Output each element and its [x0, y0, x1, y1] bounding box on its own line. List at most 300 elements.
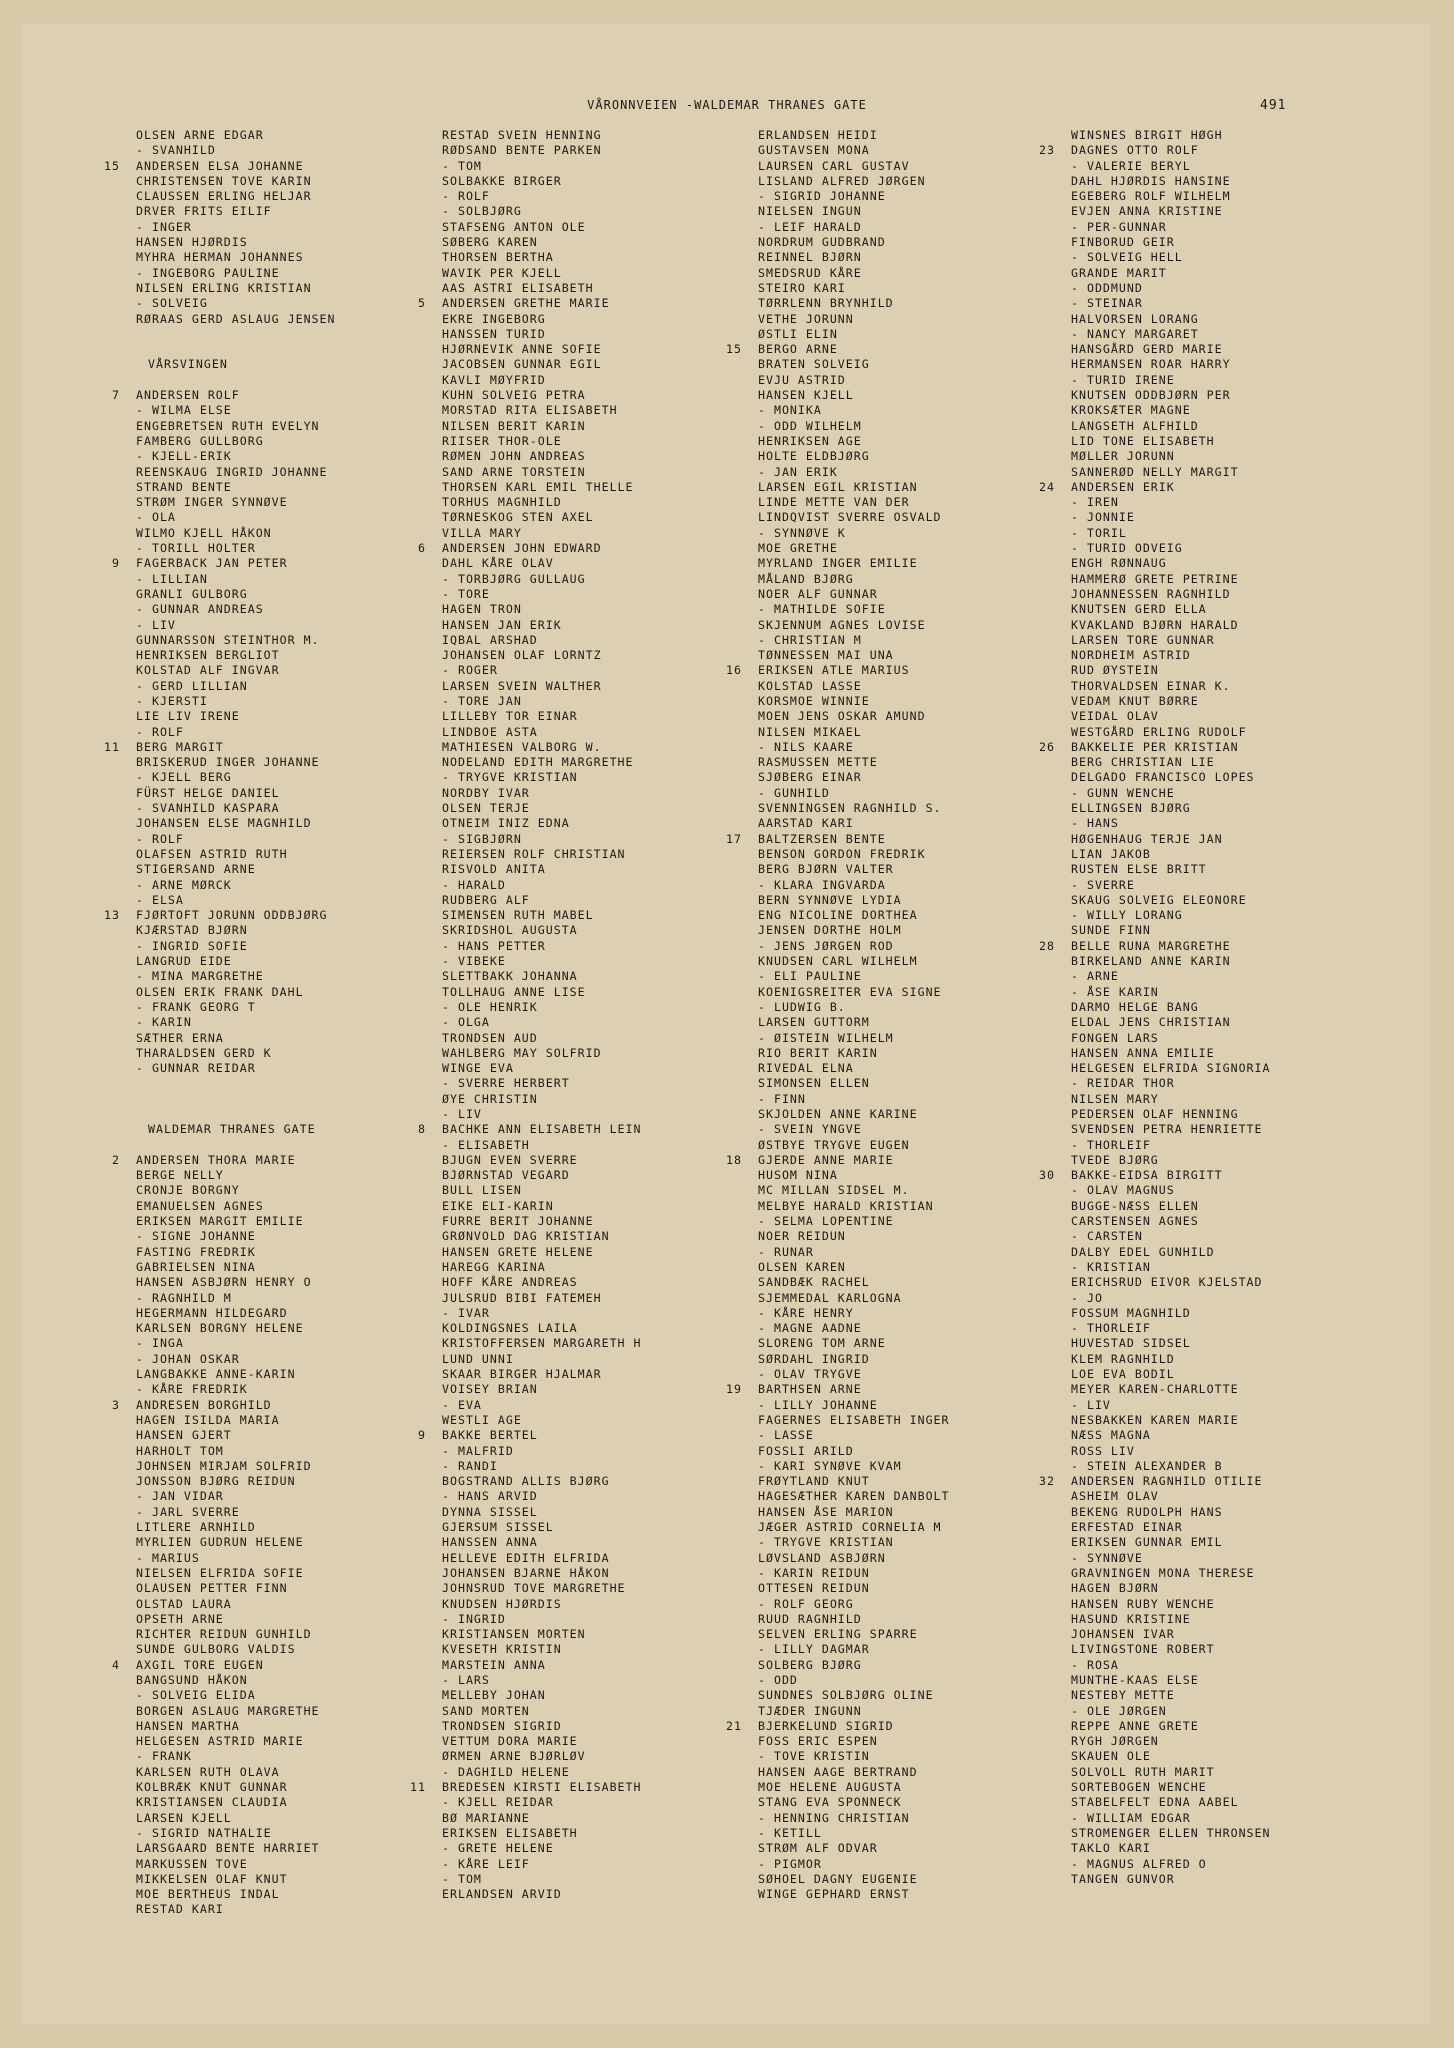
resident-name: SMEDSRUD KÅRE — [758, 265, 862, 280]
resident-entry — [758, 1826, 1098, 1841]
resident-entry — [112, 388, 476, 403]
resident-entry — [442, 862, 782, 877]
resident-name: DAGNES OTTO ROLF — [1071, 143, 1199, 158]
resident-entry — [136, 1688, 476, 1703]
resident-entry — [758, 1245, 1098, 1260]
resident-entry — [1071, 1719, 1411, 1734]
resident-name: BRISKERUD INGER JOHANNE — [136, 755, 320, 770]
resident-entry — [418, 296, 782, 311]
resident-entry — [1071, 1551, 1411, 1566]
resident-entry — [1071, 755, 1411, 770]
resident-entry — [136, 1015, 476, 1030]
resident-name: HANSEN MARTHA — [136, 1718, 240, 1733]
resident-entry — [442, 1092, 782, 1107]
resident-name: - KARI SYNØVE KVAM — [758, 1458, 902, 1473]
resident-name: - OLE HENRIK — [442, 999, 538, 1014]
resident-entry — [758, 1520, 1098, 1535]
resident-name: SUNDNES SOLBJØRG OLINE — [758, 1688, 934, 1703]
resident-name: RIVEDAL ELNA — [758, 1061, 854, 1076]
spacer — [136, 327, 476, 342]
resident-name: SAND MORTEN — [442, 1703, 530, 1718]
resident-name: - TURID ODVEIG — [1071, 541, 1183, 556]
resident-name: RESTAD KARI — [136, 1902, 224, 1917]
resident-entry — [758, 1229, 1098, 1244]
resident-name: BENSON GORDON FREDRIK — [758, 846, 926, 861]
resident-entry — [1071, 342, 1411, 357]
resident-name: KLEM RAGNHILD — [1071, 1351, 1175, 1366]
resident-name: - LILLIAN — [136, 571, 208, 586]
resident-entry — [1071, 1398, 1411, 1413]
resident-name: - ELISABETH — [442, 1137, 530, 1152]
resident-entry — [442, 1765, 782, 1780]
resident-name: FAGERNES ELISABETH INGER — [758, 1412, 950, 1427]
resident-entry — [758, 1015, 1098, 1030]
resident-name: LINDE METTE VAN DER — [758, 495, 910, 510]
resident-name: VETHE JORUNN — [758, 311, 854, 326]
resident-entry — [758, 434, 1098, 449]
resident-entry — [1071, 1061, 1411, 1076]
resident-name: TØRNESKOG STEN AXEL — [442, 510, 594, 525]
resident-entry — [1071, 1612, 1411, 1627]
resident-entry — [1071, 1413, 1411, 1428]
resident-entry — [1071, 1321, 1411, 1336]
resident-name: NORDRUM GUDBRAND — [758, 235, 886, 250]
resident-name: - SELMA LOPENTINE — [758, 1214, 894, 1229]
resident-name: SKRIDSHOL AUGUSTA — [442, 923, 578, 938]
resident-entry — [442, 969, 782, 984]
resident-name: - SYNNØVE — [1071, 1550, 1143, 1565]
resident-name: HJØRNEVIK ANNE SOFIE — [442, 342, 602, 357]
resident-entry — [758, 1352, 1098, 1367]
resident-name: JOHANSEN IVAR — [1071, 1627, 1175, 1642]
resident-name: BIRKELAND ANNE KARIN — [1071, 954, 1231, 969]
resident-name: ENG NICOLINE DORTHEA — [758, 908, 918, 923]
resident-name: - LILLY JOHANNE — [758, 1397, 878, 1412]
resident-name: - VIBEKE — [442, 954, 506, 969]
resident-entry — [442, 480, 782, 495]
resident-entry — [1071, 1734, 1411, 1749]
spacer — [136, 1107, 476, 1122]
resident-name: - THORLEIF — [1071, 1321, 1151, 1336]
house-number: 17 — [726, 831, 742, 846]
resident-name: TØRRLENN BRYNHILD — [758, 296, 894, 311]
resident-entry — [1071, 1749, 1411, 1764]
resident-name: ROSS LIV — [1071, 1443, 1135, 1458]
resident-entry — [758, 1183, 1098, 1198]
resident-name: WINGE EVA — [442, 1061, 514, 1076]
resident-entry — [442, 755, 782, 770]
resident-entry — [136, 1275, 476, 1290]
resident-entry — [442, 770, 782, 785]
resident-name: - LARS — [442, 1672, 490, 1687]
resident-entry — [136, 801, 476, 816]
resident-name: RIO BERIT KARIN — [758, 1045, 878, 1060]
resident-name: - JOHAN OSKAR — [136, 1351, 240, 1366]
resident-entry — [136, 1566, 476, 1581]
resident-name: - KLARA INGVARDA — [758, 877, 886, 892]
resident-entry — [1071, 388, 1411, 403]
resident-name: - OLA — [136, 510, 176, 525]
resident-entry — [758, 204, 1098, 219]
resident-entry — [1071, 1520, 1411, 1535]
resident-name: HOLTE ELDBJØRG — [758, 449, 870, 464]
resident-entry — [1071, 878, 1411, 893]
resident-entry — [136, 128, 476, 143]
resident-name: ANDERSEN JOHN EDWARD — [442, 541, 602, 556]
resident-entry — [442, 1535, 782, 1550]
resident-name: - KJELL REIDAR — [442, 1795, 554, 1810]
resident-entry — [758, 1749, 1098, 1764]
resident-name: - HANS PETTER — [442, 938, 546, 953]
resident-name: - TORILL HOLTER — [136, 541, 256, 556]
resident-entry — [136, 419, 476, 434]
resident-entry — [758, 220, 1098, 235]
resident-name: - ODDMUND — [1071, 280, 1143, 295]
resident-name: - MALFRID — [442, 1443, 514, 1458]
resident-name: NIELSEN INGUN — [758, 204, 862, 219]
resident-entry — [1071, 1826, 1411, 1841]
resident-name: RYGH JØRGEN — [1071, 1734, 1159, 1749]
resident-entry — [136, 1551, 476, 1566]
resident-name: - ROLF — [442, 189, 490, 204]
resident-entry — [442, 1000, 782, 1015]
resident-entry — [136, 1031, 476, 1046]
resident-entry — [442, 373, 782, 388]
resident-name: ANDERSEN ROLF — [136, 388, 240, 403]
resident-entry — [1071, 694, 1411, 709]
resident-entry — [442, 786, 782, 801]
resident-name: EMANUELSEN AGNES — [136, 1198, 264, 1213]
resident-name: HEGERMANN HILDEGARD — [136, 1305, 288, 1320]
resident-entry — [758, 1734, 1098, 1749]
resident-entry — [136, 1444, 476, 1459]
resident-name: TØNNESSEN MAI UNA — [758, 648, 894, 663]
resident-name: LARSEN EGIL KRISTIAN — [758, 479, 918, 494]
resident-name: STAFSENG ANTON OLE — [442, 219, 586, 234]
resident-name: GJERSUM SISSEL — [442, 1520, 554, 1535]
resident-entry — [442, 1168, 782, 1183]
resident-name: LINDBOE ASTA — [442, 724, 538, 739]
resident-name: MOE GRETHE — [758, 541, 838, 556]
resident-entry — [1071, 1046, 1411, 1061]
resident-name: LINDQVIST SVERRE OSVALD — [758, 510, 942, 525]
resident-name: - KJERSTI — [136, 693, 208, 708]
resident-name: - GUNNAR REIDAR — [136, 1061, 256, 1076]
resident-entry — [1071, 1138, 1411, 1153]
resident-name: KOLSTAD LASSE — [758, 678, 862, 693]
resident-entry — [758, 1765, 1098, 1780]
resident-name: NOER REIDUN — [758, 1229, 846, 1244]
resident-name: AARSTAD KARI — [758, 816, 854, 831]
resident-entry — [136, 1734, 476, 1749]
resident-entry — [758, 1857, 1098, 1872]
resident-name: WAHLBERG MAY SOLFRID — [442, 1045, 602, 1060]
resident-entry — [758, 1367, 1098, 1382]
resident-entry — [1071, 1214, 1411, 1229]
resident-entry — [758, 1795, 1098, 1810]
resident-name: BAKKE BERTEL — [442, 1428, 538, 1443]
resident-name: - KRISTIAN — [1071, 1259, 1151, 1274]
resident-entry — [442, 1627, 782, 1642]
resident-entry — [1071, 1780, 1411, 1795]
resident-name: - TOM — [442, 158, 482, 173]
resident-entry — [1071, 1459, 1411, 1474]
resident-entry — [136, 923, 476, 938]
resident-name: FOSSUM MAGNHILD — [1071, 1305, 1191, 1320]
resident-entry — [758, 1199, 1098, 1214]
resident-entry — [1039, 1168, 1411, 1183]
resident-entry — [1071, 1444, 1411, 1459]
resident-name: - MAGNUS ALFRED O — [1071, 1856, 1207, 1871]
resident-name: HANSEN ÅSE MARION — [758, 1504, 894, 1519]
resident-entry — [758, 419, 1098, 434]
resident-entry — [1039, 1474, 1411, 1489]
resident-entry — [136, 1811, 476, 1826]
resident-entry — [136, 770, 476, 785]
resident-entry — [1071, 419, 1411, 434]
resident-name: KNUDSEN HJØRDIS — [442, 1596, 562, 1611]
resident-name: JOHANSEN ELSE MAGNHILD — [136, 816, 312, 831]
resident-entry — [1071, 602, 1411, 617]
resident-name: NILSEN MARY — [1071, 1091, 1159, 1106]
resident-name: CARSTENSEN AGNES — [1071, 1214, 1199, 1229]
resident-entry — [1071, 1306, 1411, 1321]
resident-name: - ROLF — [136, 831, 184, 846]
resident-name: REINNEL BJØRN — [758, 250, 862, 265]
resident-entry — [758, 1688, 1098, 1703]
resident-name: - VALERIE BERYL — [1071, 158, 1191, 173]
resident-name: - INGA — [136, 1336, 184, 1351]
resident-name: DRVER FRITS EILIF — [136, 204, 272, 219]
resident-entry — [1071, 663, 1411, 678]
resident-entry — [136, 1229, 476, 1244]
resident-name: SIMENSEN RUTH MABEL — [442, 908, 594, 923]
resident-entry — [442, 908, 782, 923]
resident-name: VILLA MARY — [442, 525, 522, 540]
house-number: 11 — [104, 739, 120, 754]
resident-entry — [442, 1138, 782, 1153]
resident-entry — [442, 1688, 782, 1703]
resident-name: - INGRID — [442, 1611, 506, 1626]
resident-name: STROMENGER ELLEN THRONSEN — [1071, 1825, 1271, 1840]
resident-name: NILSEN ERLING KRISTIAN — [136, 280, 312, 295]
directory-column-2 — [410, 128, 782, 1902]
resident-entry — [1071, 1581, 1411, 1596]
resident-name: DYNNA SISSEL — [442, 1504, 538, 1519]
house-number: 23 — [1039, 143, 1055, 158]
resident-name: SØBERG KAREN — [442, 235, 538, 250]
resident-entry — [136, 1336, 476, 1351]
resident-entry — [136, 878, 476, 893]
resident-entry — [442, 1398, 782, 1413]
resident-name: LARSEN GUTTORM — [758, 1015, 870, 1030]
resident-entry — [758, 1061, 1098, 1076]
resident-name: DAHL KÅRE OLAV — [442, 556, 554, 571]
resident-entry — [136, 1489, 476, 1504]
resident-name: WAVIK PER KJELL — [442, 265, 562, 280]
resident-entry — [758, 679, 1098, 694]
resident-name: EVJEN ANNA KRISTINE — [1071, 204, 1223, 219]
resident-entry — [442, 1321, 782, 1336]
resident-name: HANSEN AAGE BERTRAND — [758, 1764, 918, 1779]
resident-name: HANSSEN TURID — [442, 326, 546, 341]
resident-entry — [442, 220, 782, 235]
resident-name: GABRIELSEN NINA — [136, 1259, 256, 1274]
resident-name: - SVEIN YNGVE — [758, 1122, 862, 1137]
resident-name: - LIV — [442, 1107, 482, 1121]
resident-entry — [1071, 847, 1411, 862]
resident-entry — [442, 1857, 782, 1872]
resident-entry — [1071, 1275, 1411, 1290]
resident-entry — [1071, 1382, 1411, 1397]
resident-name: KNUTSEN ODDBJØRN PER — [1071, 388, 1231, 403]
resident-name: SORTEBOGEN WENCHE — [1071, 1780, 1207, 1795]
resident-name: KNUDSEN CARL WILHELM — [758, 954, 918, 969]
resident-entry — [758, 633, 1098, 648]
resident-entry — [1071, 526, 1411, 541]
resident-name: TORHUS MAGNHILD — [442, 495, 562, 510]
resident-name: SANNERØD NELLY MARGIT — [1071, 464, 1239, 479]
resident-entry — [1071, 1765, 1411, 1780]
resident-entry — [758, 235, 1098, 250]
resident-entry — [1071, 1245, 1411, 1260]
resident-entry — [136, 602, 476, 617]
resident-name: KRISTIANSEN MORTEN — [442, 1627, 586, 1642]
resident-name: WILMO KJELL HÅKON — [136, 525, 272, 540]
resident-name: HAGEN ISILDA MARIA — [136, 1412, 280, 1427]
resident-name: MOE HELENE AUGUSTA — [758, 1780, 902, 1795]
resident-name: - STEINAR — [1071, 296, 1143, 311]
resident-entry — [1071, 449, 1411, 464]
resident-entry — [758, 1214, 1098, 1229]
resident-name: - ROSA — [1071, 1657, 1119, 1672]
resident-entry — [758, 1046, 1098, 1061]
resident-entry — [112, 1397, 476, 1413]
resident-name: MC MILLAN SIDSEL M. — [758, 1183, 910, 1198]
resident-entry — [442, 801, 782, 816]
resident-name: KARLSEN BORGNY HELENE — [136, 1321, 304, 1336]
resident-entry — [136, 755, 476, 770]
resident-name: - MAGNE AADNE — [758, 1321, 862, 1336]
resident-entry — [1071, 572, 1411, 587]
resident-entry — [442, 1704, 782, 1719]
resident-entry — [758, 327, 1098, 342]
resident-name: ERIKSEN MARGIT EMILIE — [136, 1214, 304, 1229]
resident-name: ANDERSEN GRETHE MARIE — [442, 296, 610, 311]
resident-name: - GERD LILLIAN — [136, 678, 248, 693]
resident-name: LOE EVA BODIL — [1071, 1367, 1175, 1382]
resident-name: STANG EVA SPONNECK — [758, 1795, 902, 1810]
resident-name: RØMEN JOHN ANDREAS — [442, 449, 586, 464]
resident-entry — [1071, 1627, 1411, 1642]
resident-entry — [1071, 1153, 1411, 1168]
resident-name: - TORIL — [1071, 525, 1127, 540]
resident-entry — [758, 1076, 1098, 1091]
resident-entry — [442, 495, 782, 510]
resident-entry — [758, 1398, 1098, 1413]
resident-name: - RAGNHILD M — [136, 1290, 232, 1305]
resident-name: MÅLAND BJØRG — [758, 571, 854, 586]
resident-entry — [442, 939, 782, 954]
resident-entry — [758, 1122, 1098, 1137]
resident-name: CRONJE BORGNY — [136, 1183, 240, 1198]
resident-name: BELLE RUNA MARGRETHE — [1071, 938, 1231, 953]
resident-entry — [1071, 1872, 1411, 1887]
resident-entry — [726, 831, 1098, 847]
house-number: 30 — [1039, 1168, 1055, 1183]
resident-name: FAGERBACK JAN PETER — [136, 556, 288, 571]
resident-name: NODELAND EDITH MARGRETHE — [442, 755, 634, 770]
resident-name: - JAN ERIK — [758, 464, 838, 479]
resident-name: MUNTHE-KAAS ELSE — [1071, 1672, 1199, 1687]
resident-entry — [136, 1520, 476, 1535]
resident-entry — [136, 1352, 476, 1367]
resident-entry — [136, 250, 476, 265]
resident-entry — [758, 1031, 1098, 1046]
resident-entry — [136, 1168, 476, 1183]
resident-name: RASMUSSEN METTE — [758, 755, 878, 770]
resident-entry — [1071, 128, 1411, 143]
resident-name: IQBAL ARSHAD — [442, 632, 538, 647]
resident-entry — [136, 1061, 476, 1076]
house-number: 16 — [726, 663, 742, 678]
resident-entry — [442, 587, 782, 602]
resident-name: KOLDINGSNES LAILA — [442, 1321, 578, 1336]
resident-name: REENSKAUG INGRID JOHANNE — [136, 464, 328, 479]
resident-name: - IVAR — [442, 1305, 490, 1320]
resident-entry — [136, 1505, 476, 1520]
resident-entry — [1071, 174, 1411, 189]
resident-entry — [1071, 495, 1411, 510]
resident-name: ERICHSRUD EIVOR KJELSTAD — [1071, 1275, 1263, 1290]
resident-name: SKAAR BIRGER HJALMAR — [442, 1367, 602, 1382]
resident-entry — [1071, 1015, 1411, 1030]
resident-entry — [1071, 281, 1411, 296]
resident-entry — [1071, 159, 1411, 174]
resident-entry — [442, 694, 782, 709]
resident-entry — [1071, 618, 1411, 633]
resident-entry — [442, 1459, 782, 1474]
resident-entry — [1071, 373, 1411, 388]
resident-entry — [1071, 1260, 1411, 1275]
resident-name: HAREGG KARINA — [442, 1259, 546, 1274]
resident-name: MYHRA HERMAN JOHANNES — [136, 250, 304, 265]
resident-entry — [442, 1505, 782, 1520]
resident-name: VETTUM DORA MARIE — [442, 1734, 578, 1749]
resident-entry — [136, 1367, 476, 1382]
resident-entry — [442, 1551, 782, 1566]
resident-entry — [758, 923, 1098, 938]
resident-name: SUNDE FINN — [1071, 923, 1151, 938]
resident-name: NOER ALF GUNNAR — [758, 586, 878, 601]
street-heading — [136, 357, 476, 372]
resident-name: HALVORSEN LORANG — [1071, 311, 1199, 326]
resident-entry — [442, 449, 782, 464]
resident-name: RØDSAND BENTE PARKEN — [442, 143, 602, 158]
resident-name: - JARL SVERRE — [136, 1504, 240, 1519]
house-number: 24 — [1039, 479, 1055, 494]
resident-entry — [1071, 465, 1411, 480]
resident-name: MARSTEIN ANNA — [442, 1657, 546, 1672]
resident-name: BERGE NELLY — [136, 1168, 224, 1183]
resident-entry — [136, 709, 476, 724]
resident-entry — [1071, 1597, 1411, 1612]
resident-name: - ODD — [758, 1672, 798, 1687]
resident-entry — [136, 1321, 476, 1336]
resident-name: LARSEN TORE GUNNAR — [1071, 632, 1215, 647]
resident-name: BERG BJØRN VALTER — [758, 862, 894, 877]
resident-entry — [136, 465, 476, 480]
